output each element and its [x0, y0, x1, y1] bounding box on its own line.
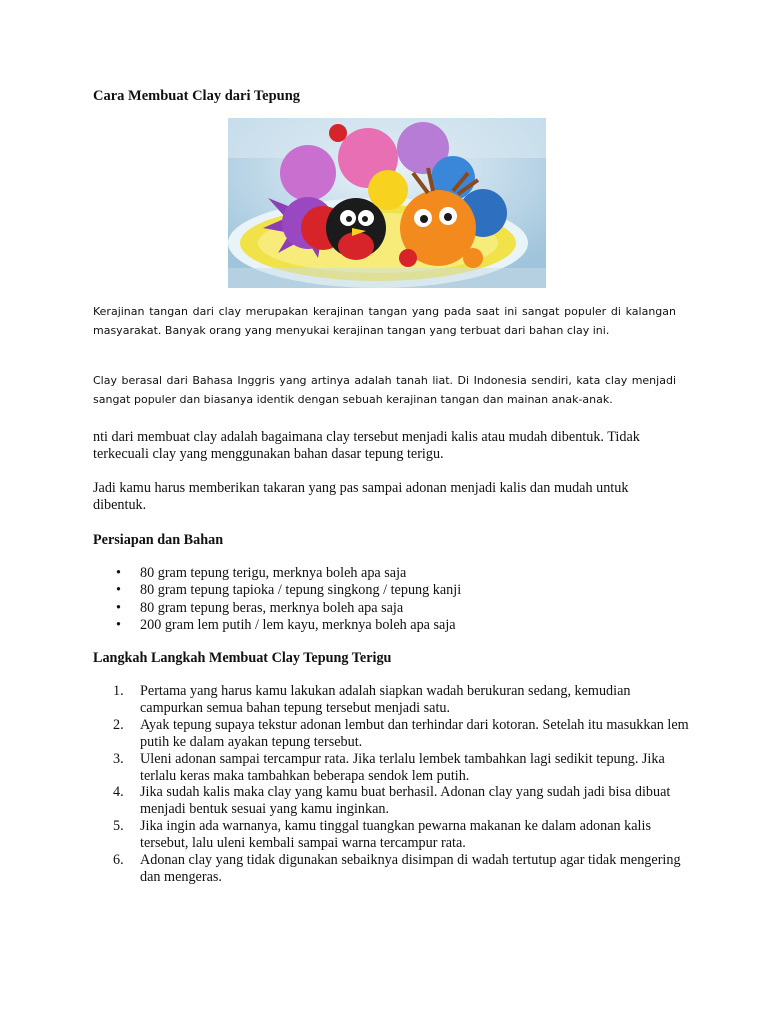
- list-item: [93, 565, 461, 582]
- paragraph-crafts-intro: Kerajinan tangan dari clay merupakan kerajinan tangan yang pada saat ini sangat populer di kalangan masyarakat. Banyak orang yang menyukai kerajinan tangan yang terbuat dari bahan clay ini.: [93, 305, 676, 337]
- list-item-text: 80 gram tepung tapioka / tepung singkong / tepung kanji: [140, 582, 462, 599]
- list-item: [93, 784, 693, 818]
- list-item-text: 80 gram tepung terigu, merknya boleh apa saja: [140, 565, 407, 581]
- step-number: 4.: [113, 784, 124, 801]
- paragraph-dosage: Jadi kamu harus memberikan takaran yang pas sampai adonan menjadi kalis dan mudah untuk dibentuk.: [93, 480, 629, 513]
- section-heading-steps: Langkah Langkah Membuat Clay Tepung Terigu: [93, 650, 392, 666]
- step-number: 6.: [113, 852, 124, 869]
- list-item: [93, 600, 461, 617]
- list-item: [93, 582, 461, 599]
- paragraph-clay-essence: nti dari membuat clay adalah bagaimana clay tersebut menjadi kalis atau mudah dibentuk. Tidak terkecuali clay yang menggunakan bahan dasar tepung terigu.: [93, 429, 640, 462]
- step-text: Pertama yang harus kamu lakukan adalah siapkan wadah berukuran sedang, kemudian campurkan semua bahan tepung tersebut menjadi satu.: [140, 683, 631, 716]
- step-text: Jika sudah kalis maka clay yang kamu buat berhasil. Adonan clay yang sudah jadi bisa dibuat menjadi bentuk sesuai yang kamu inginkan.: [140, 784, 671, 818]
- clay-figures-icon: [228, 118, 546, 288]
- list-item: [93, 717, 693, 751]
- bullet-icon: •: [116, 565, 121, 581]
- step-number: 3.: [113, 750, 124, 767]
- step-number: 1.: [113, 683, 124, 699]
- paragraph-clay-origin: Clay berasal dari Bahasa Inggris yang artinya adalah tanah liat. Di Indonesia sendiri, kata clay menjadi sangat populer dan biasanya identik dengan sebuah kerajinan tangan dan mainan anak-anak.: [93, 374, 676, 406]
- page-title: Cara Membuat Clay dari Tepung: [93, 88, 301, 104]
- clay-figures-photo: [228, 118, 546, 288]
- materials-list: [93, 565, 461, 634]
- section-heading-materials: Persiapan dan Bahan: [93, 532, 224, 548]
- bullet-icon: •: [116, 582, 121, 599]
- step-text: Jika ingin ada warnanya, kamu tinggal tuangkan pewarna makanan ke dalam adonan kalis tersebut, lalu uleni kembali sampai warna tercampur rata.: [140, 818, 651, 852]
- step-number: 5.: [113, 818, 124, 835]
- step-text: Ayak tepung supaya tekstur adonan lembut dan terhindar dari kotoran. Setelah itu masukkan lem putih ke dalam ayakan tepung tersebut.: [140, 716, 689, 750]
- list-item-text: 200 gram lem putih / lem kayu, merknya boleh apa saja: [140, 616, 456, 633]
- list-item: [93, 818, 693, 852]
- list-item: [93, 617, 461, 634]
- list-item: [93, 683, 693, 717]
- steps-list: [93, 683, 693, 886]
- list-item-text: 80 gram tepung beras, merknya boleh apa saja: [140, 599, 404, 616]
- bullet-icon: •: [116, 599, 121, 616]
- list-item: [93, 852, 693, 886]
- list-item: [93, 751, 693, 785]
- step-text: Adonan clay yang tidak digunakan sebaiknya disimpan di wadah tertutup agar tidak mengering dan mengeras.: [140, 852, 681, 885]
- bullet-icon: •: [116, 616, 121, 633]
- step-text: Uleni adonan sampai tercampur rata. Jika terlalu lembek tambahkan lagi sedikit tepung. Jika terlalu keras maka tambahkan beberapa sendok lem putih.: [140, 750, 665, 784]
- step-number: 2.: [113, 716, 124, 733]
